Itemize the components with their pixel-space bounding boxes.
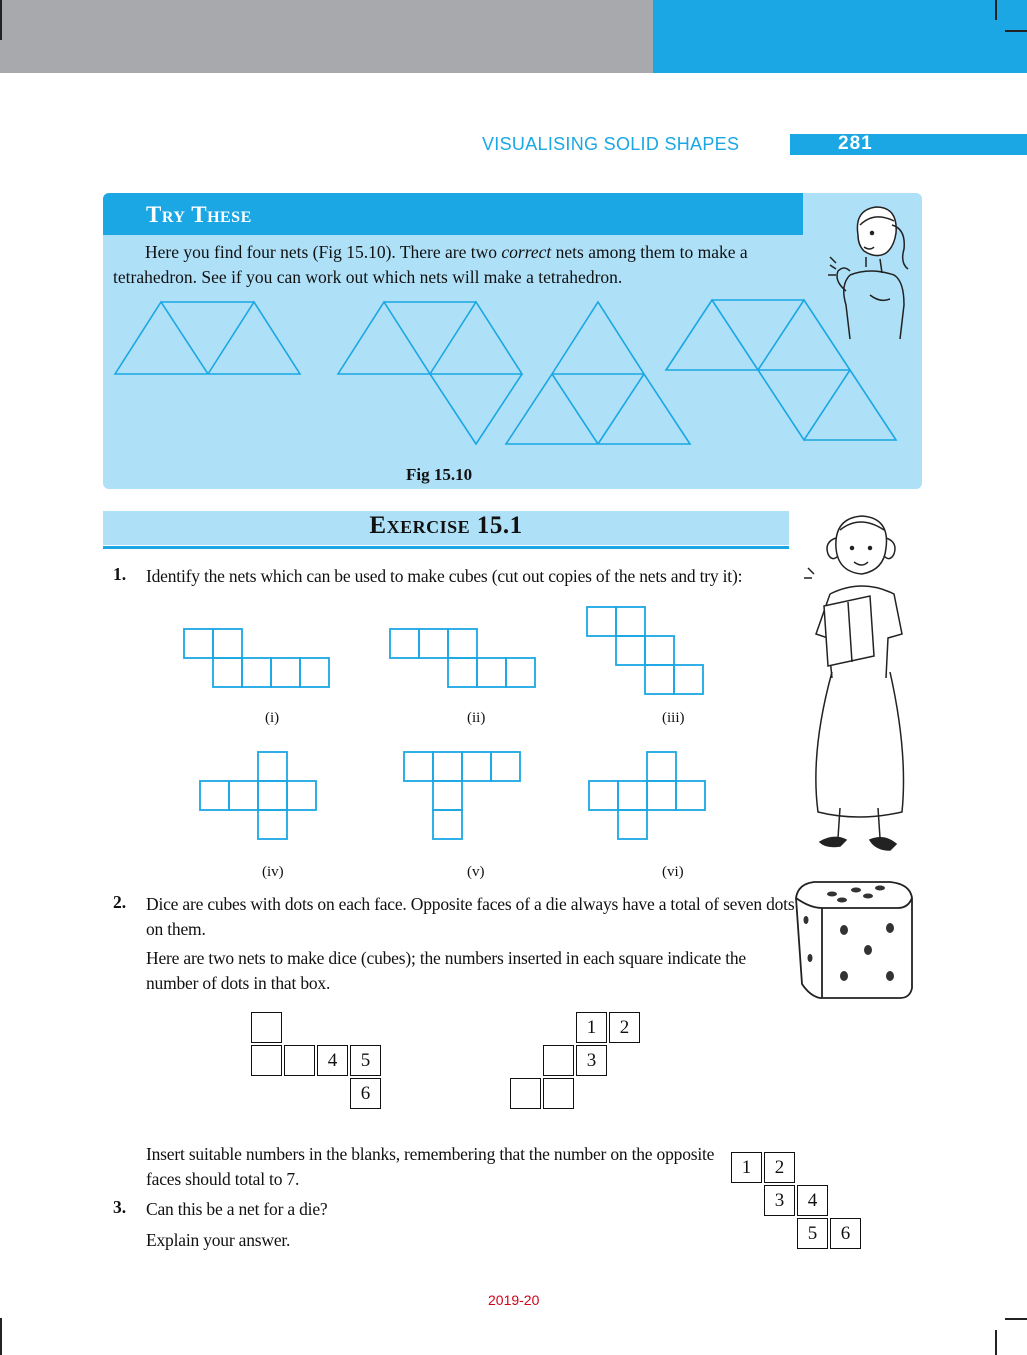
tetra-net-3	[506, 302, 690, 444]
dice-net-a-cell: 6	[350, 1078, 381, 1109]
cube-net-vi	[589, 752, 705, 839]
dice-net-b-cell: 1	[576, 1012, 607, 1043]
dice-net-b-cell	[510, 1078, 541, 1109]
dice-net-a-cell	[251, 1045, 282, 1076]
net-label-i: (i)	[265, 710, 280, 726]
question-1-number: 1.	[113, 564, 127, 584]
crop-mark	[1005, 30, 1027, 32]
cube-net-iv	[200, 752, 316, 839]
cube-net-iii	[587, 607, 703, 694]
dice-net-b-cell	[543, 1078, 574, 1109]
dice-net-q3-cell: 4	[797, 1185, 828, 1216]
running-head: VISUALISING SOLID SHAPES	[482, 134, 740, 154]
figure-caption: Fig 15.10	[406, 465, 473, 484]
cube-net-i	[184, 629, 329, 687]
cube-nets-figure	[180, 605, 710, 845]
question-3-number: 3.	[113, 1197, 127, 1217]
question-2-text-3: Insert suitable numbers in the blanks, remembering that the number on the opposite faces should total to 7.	[146, 1144, 715, 1189]
question-1-text: Identify the nets which can be used to make cubes (cut out copies of the nets and try it):	[146, 566, 743, 586]
net-label-vi: (vi)	[662, 864, 684, 880]
dice-net-a-cell: 4	[317, 1045, 348, 1076]
crop-mark	[1005, 1318, 1027, 1320]
exercise-title: Exercise 15.1	[369, 512, 523, 539]
dice-net-q3	[731, 1152, 866, 1252]
top-bar-grey	[0, 0, 653, 73]
top-bar-blue	[653, 0, 1027, 73]
question-2-text: Dice are cubes with dots on each face. Opposite faces of a die always have a total of seven dots on them.	[146, 894, 795, 939]
cube-net-v	[404, 752, 520, 839]
question-3-text-2: Explain your answer.	[146, 1230, 291, 1250]
question-2-text-2: Here are two nets to make dice (cubes); the numbers inserted in each square indicate the number of dots in that box.	[146, 948, 746, 993]
dice-net-q3-cell: 3	[764, 1185, 795, 1216]
try-these-title: Try These	[146, 202, 252, 227]
crop-mark	[995, 1330, 997, 1355]
net-label-ii: (ii)	[467, 710, 486, 726]
exercise-header-underline	[103, 546, 789, 549]
net-label-v: (v)	[467, 864, 485, 880]
tetra-net-4	[666, 300, 896, 440]
die-illustration	[792, 880, 917, 1000]
question-3-text: Can this be a net for a die?	[146, 1199, 328, 1219]
tetra-net-1	[115, 302, 300, 374]
dice-net-b	[510, 1012, 650, 1112]
cube-net-ii	[390, 629, 535, 687]
dice-net-q3-cell: 1	[731, 1152, 762, 1183]
tetrahedron-nets-figure	[110, 298, 905, 448]
net-label-iv: (iv)	[262, 864, 284, 880]
page-number-box	[790, 134, 1027, 155]
dice-net-q3-cell: 2	[764, 1152, 795, 1183]
crop-mark	[0, 1318, 2, 1355]
dice-net-b-cell: 2	[609, 1012, 640, 1043]
dice-net-q3-cell: 6	[830, 1218, 861, 1249]
dice-net-a-cell	[284, 1045, 315, 1076]
dice-net-b-cell	[543, 1045, 574, 1076]
dice-net-a	[251, 1012, 391, 1112]
dice-net-b-cell: 3	[576, 1045, 607, 1076]
crop-mark	[0, 0, 2, 40]
dice-net-q3-cell: 5	[797, 1218, 828, 1249]
page-number: 281	[838, 133, 873, 154]
try-these-text: Here you find four nets (Fig 15.10). There are two correct nets among them to make a tetrahedron. See if you can work out which nets will make a tetrahedron.	[113, 242, 748, 287]
question-2-number: 2.	[113, 892, 127, 912]
crop-mark	[995, 0, 997, 20]
dice-net-a-cell	[251, 1012, 282, 1043]
footer-year: 2019-20	[488, 1292, 540, 1308]
net-label-iii: (iii)	[662, 710, 685, 726]
dice-net-a-cell: 5	[350, 1045, 381, 1076]
girl-reading-illustration	[800, 508, 920, 858]
tetra-net-2	[338, 302, 522, 444]
